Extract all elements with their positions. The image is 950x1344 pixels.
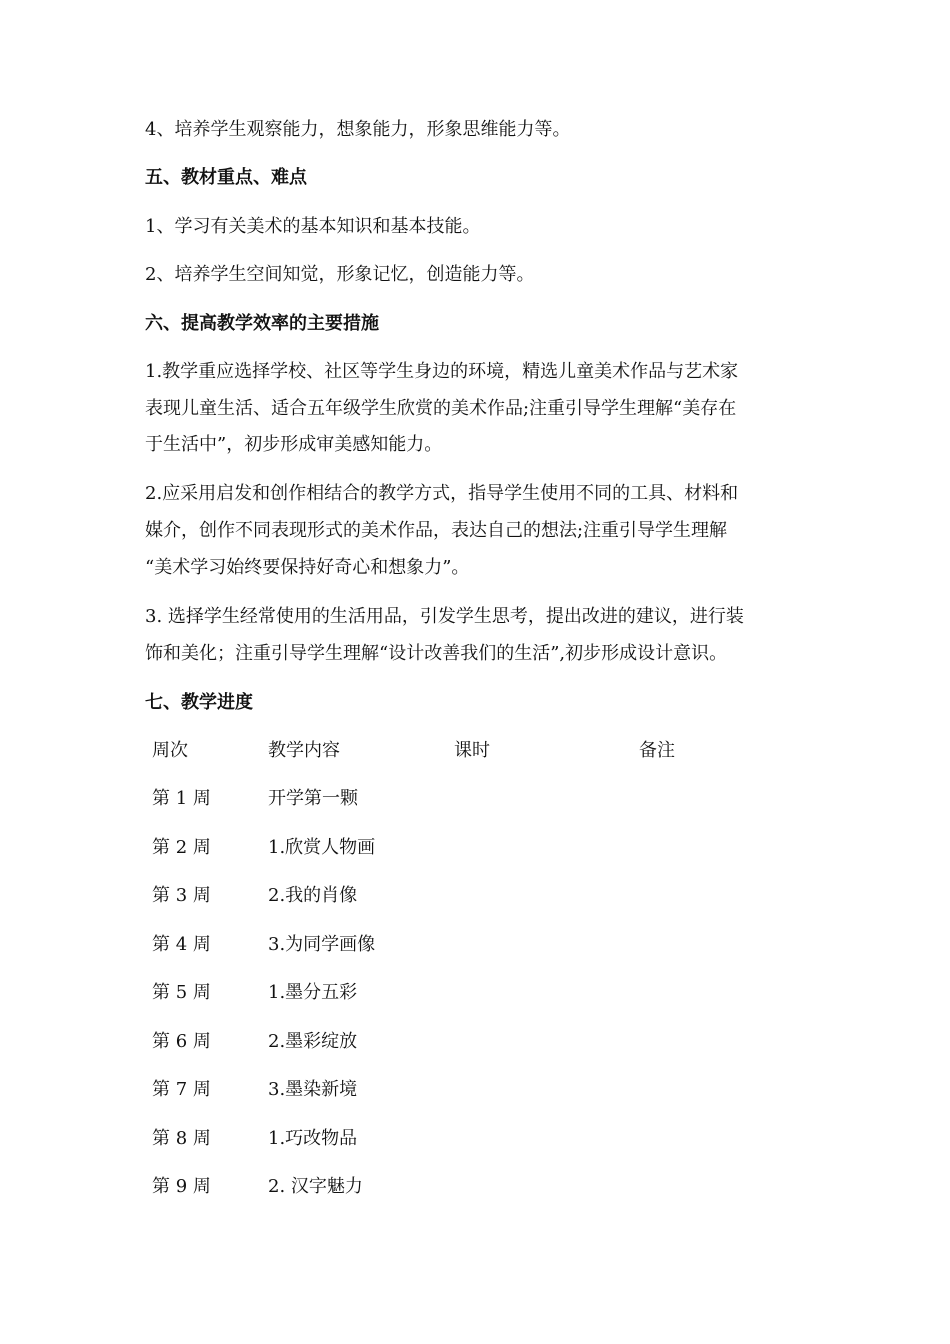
row-week: 第 5 周 <box>152 982 211 1003</box>
section-5-item-2: 2、培养学生空间知觉，形象记忆，创造能力等。 <box>145 264 535 285</box>
header-hours: 课时 <box>454 740 490 761</box>
section-6-p1-line-2: 表现儿童生活、适合五年级学生欣赏的美术作品;注重引导学生理解“美存在 <box>145 398 737 419</box>
header-content: 教学内容 <box>268 740 340 761</box>
objective-item-4: 4、培养学生观察能力，想象能力，形象思维能力等。 <box>145 119 571 140</box>
section-5-heading: 五、教材重点、难点 <box>145 167 307 188</box>
section-5-item-1: 1、学习有关美术的基本知识和基本技能。 <box>145 216 481 237</box>
row-week: 第 9 周 <box>152 1176 211 1197</box>
section-6-p1-line-3: 于生活中”，初步形成审美感知能力。 <box>145 434 443 455</box>
section-6-p2-line-1: 2.应采用启发和创作相结合的教学方式，指导学生使用不同的工具、材料和 <box>145 483 739 504</box>
section-6-heading: 六、提高教学效率的主要措施 <box>145 313 379 334</box>
row-content: 2. 汉字魅力 <box>268 1176 363 1197</box>
row-week: 第 6 周 <box>152 1031 211 1052</box>
row-content: 1.墨分五彩 <box>268 982 358 1003</box>
row-week: 第 4 周 <box>152 934 211 955</box>
row-week: 第 2 周 <box>152 837 211 858</box>
row-content: 3.为同学画像 <box>268 934 376 955</box>
row-week: 第 3 周 <box>152 885 211 906</box>
section-6-p2-line-2: 媒介，创作不同表现形式的美术作品，表达自己的想法;注重引导学生理解 <box>145 520 728 541</box>
row-week: 第 1 周 <box>152 788 211 809</box>
section-6-p2-line-3: “美术学习始终要保持好奇心和想象力”。 <box>145 557 470 578</box>
section-6-p1-line-1: 1.教学重应选择学校、社区等学生身边的环境，精选儿童美术作品与艺术家 <box>145 361 739 382</box>
row-week: 第 8 周 <box>152 1128 211 1149</box>
row-content: 1.欣赏人物画 <box>268 837 376 858</box>
section-7-heading: 七、教学进度 <box>145 692 253 713</box>
row-content: 1.巧改物品 <box>268 1128 358 1149</box>
row-week: 第 7 周 <box>152 1079 211 1100</box>
row-content: 2.墨彩绽放 <box>268 1031 358 1052</box>
row-content: 2.我的肖像 <box>268 885 358 906</box>
section-6-p3-line-1: 3. 选择学生经常使用的生活用品，引发学生思考，提出改进的建议，进行装 <box>145 606 744 627</box>
header-week: 周次 <box>152 740 188 761</box>
section-6-p3-line-2: 饰和美化；注重引导学生理解“设计改善我们的生活”,初步形成设计意识。 <box>145 643 728 664</box>
header-notes: 备注 <box>639 740 675 761</box>
row-content: 3.墨染新境 <box>268 1079 358 1100</box>
row-content: 开学第一颗 <box>268 788 358 809</box>
